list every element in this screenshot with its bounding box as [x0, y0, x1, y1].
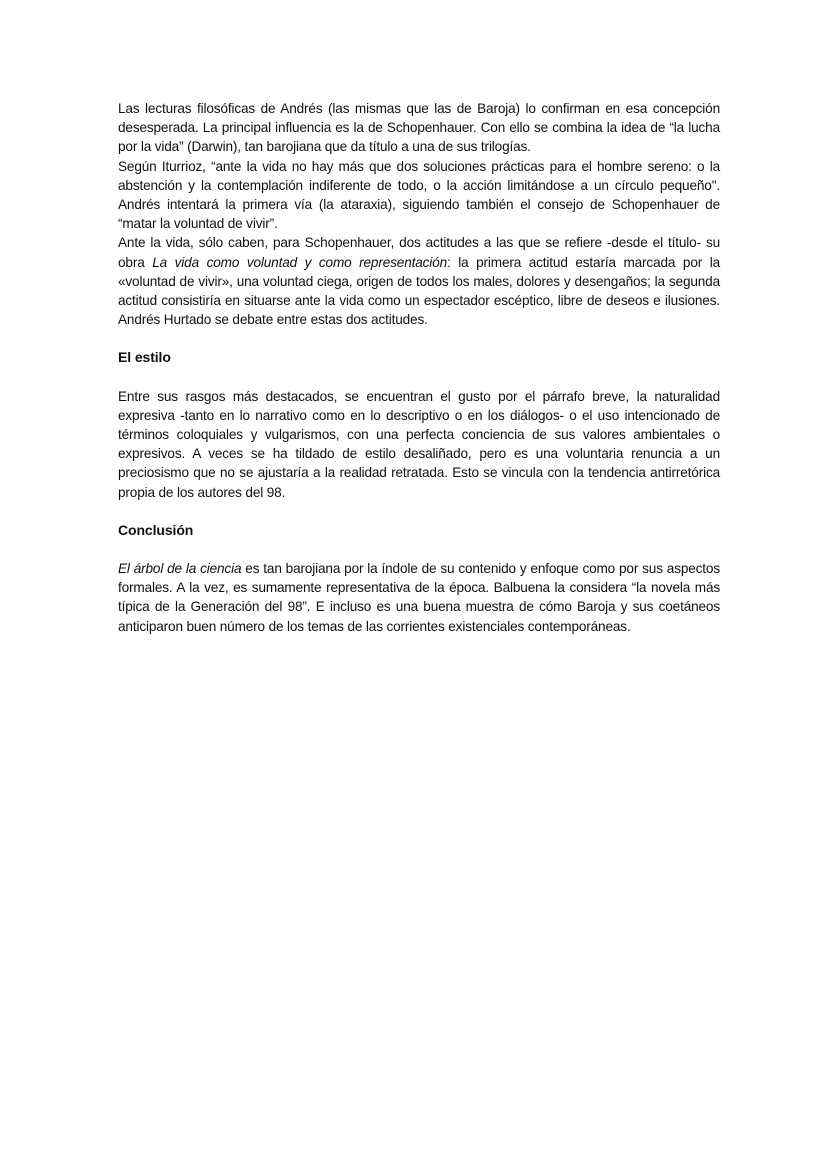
paragraph-iturrioz: Según Iturrioz, “ante la vida no hay más que dos soluciones prácticas para el hombre sereno: o la abstención y la contemplación indiferente de todo, o la acción limitándose a un círculo pequeño". Andrés intentará la primera vía (la ataraxia), siguiendo también el consejo de Schopenhauer de “matar la voluntad de vivir”.	[118, 158, 720, 232]
paragraph-schopenhauer-start: Ante la vida, sólo caben, para Schopenhauer, dos actitudes a las que se refiere -desde el título- su obra	[118, 235, 720, 270]
document-page	[118, 99, 720, 636]
paragraph-conclusion-body: es tan barojiana por la índole de su contenido y enfoque como por sus aspectos formales. A la vez, es sumamente representativa de la época. Balbuena la considera “la novela más típica de la Generación del 98”. E incluso es una buena muestra de cómo Baroja y sus coetáneos anticiparon buen número de los temas de las corrientes existenciales contemporáneas.	[118, 561, 720, 634]
paragraph-estilo: Entre sus rasgos más destacados, se encuentran el gusto por el párrafo breve, la naturalidad expresiva -tanto en lo narrativo como en lo descriptivo o en los diálogos- o el uso intencionado de términos coloquiales y vulgarismos, con una perfecta conciencia de sus valores ambientales o expresivos. A veces se ha tildado de estilo desaliñado, pero es una voluntaria renuncia a un preciosismo que no se ajustaría a la realidad retratada. Esto se vincula con la tendencia antirretórica propia de los autores del 98.	[118, 388, 720, 500]
paragraph-schopenhauer	[118, 233, 720, 329]
paragraph-schopenhauer-end: : la primera actitud estaría marcada por la «voluntad de vivir», una voluntad ciega, origen de todos los males, dolores y desengaños; la segunda actitud consistiría en situarse ante la vida como un espectador escéptico, libre de deseos e ilusiones. Andrés Hurtado se debate entre estas dos actitudes.	[118, 254, 720, 328]
book-title-arbol: El árbol de la ciencia	[118, 561, 242, 577]
heading-conclusion: Conclusión	[118, 521, 194, 538]
paragraph-influences: Las lecturas filosóficas de Andrés (las mismas que las de Baroja) lo confirman en esa concepción desesperada. La principal influencia es la de Schopenhauer. Con ello se combina la idea de “la lucha por la vida” (Darwin), tan barojiana que da título a una de sus trilogías.	[118, 101, 720, 155]
book-title-la-vida: La vida como voluntad y como representación	[152, 254, 447, 270]
heading-estilo: El estilo	[118, 349, 171, 366]
paragraph-conclusion	[118, 559, 720, 636]
